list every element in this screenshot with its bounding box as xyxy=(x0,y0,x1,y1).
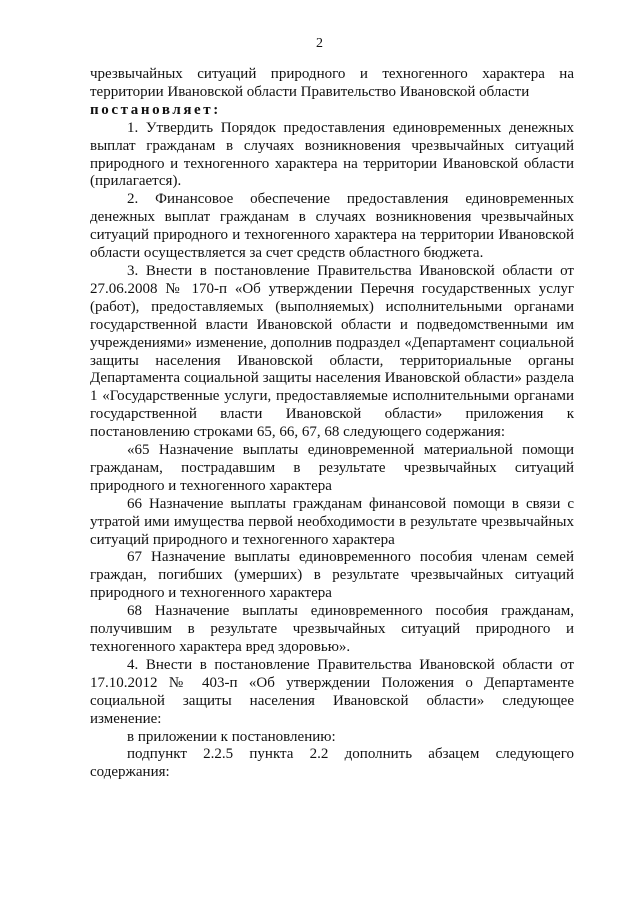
document-body xyxy=(90,66,574,782)
paragraph-1: 1. Утвердить Порядок предоставления единовременных денежных выплат гражданам в случаях возникновения чрезвычайных ситуаций природного и техногенного характера на территории Ивановской области (прилагается). xyxy=(90,119,574,190)
subclause-paragraph: подпункт 2.2.5 пункта 2.2 дополнить абзацем следующего содержания: xyxy=(90,746,574,781)
decree-word: постановляет: xyxy=(90,101,221,118)
row-68-paragraph: 68 Назначение выплаты единовременного пособия гражданам, получившим в результате чрезвычайных ситуаций природного и техногенного характера вред здоровью». xyxy=(90,603,574,655)
row-67-paragraph: 67 Назначение выплаты единовременного пособия членам семей граждан, погибших (умерших) в результате чрезвычайных ситуаций природного и техногенного характера xyxy=(90,549,574,602)
paragraph-3: 3. Внести в постановление Правительства Ивановской области от 27.06.2008 № 170-п «Об утверждении Перечня государственных услуг (работ), предоставляемых (выполняемых) исполнительными органами государственной власти Ивановской области и подведомственными им учреждениями» изменение, дополнив подраздел «Департамент социальной защиты населения Ивановской области, территориальные органы Департамента социальной защиты населения Ивановской области» раздела 1 «Государственные услуги, предоставляемые исполнительными органами государственной власти Ивановской области» приложения к постановлению строками 65, 66, 67, 68 следующего содержания: xyxy=(90,262,574,441)
page-number: 2 xyxy=(316,36,323,51)
paragraph-4: 4. Внести в постановление Правительства Ивановской области от 17.10.2012 № 403-п «Об утверждении Положения о Департаменте социальной защиты населения Ивановской области» следующее изменение: xyxy=(90,656,574,727)
intro-paragraph: чрезвычайных ситуаций природного и техногенного характера на территории Ивановской области Правительство Ивановской области xyxy=(90,66,574,100)
row-66-paragraph: 66 Назначение выплаты гражданам финансовой помощи в связи с утратой ими имущества первой необходимости в результате чрезвычайных ситуаций природного и техногенного характера xyxy=(90,495,574,548)
row-65-paragraph: «65 Назначение выплаты единовременной материальной помощи гражданам, пострадавшим в результате чрезвычайных ситуаций природного и техногенного характера xyxy=(90,442,574,494)
paragraph-2: 2. Финансовое обеспечение предоставления единовременных денежных выплат гражданам в случаях возникновения чрезвычайных ситуаций природного и техногенного характера на территории Ивановской области осуществляется за счет средств областного бюджета. xyxy=(90,191,574,262)
annex-paragraph: в приложении к постановлению: xyxy=(127,728,336,745)
